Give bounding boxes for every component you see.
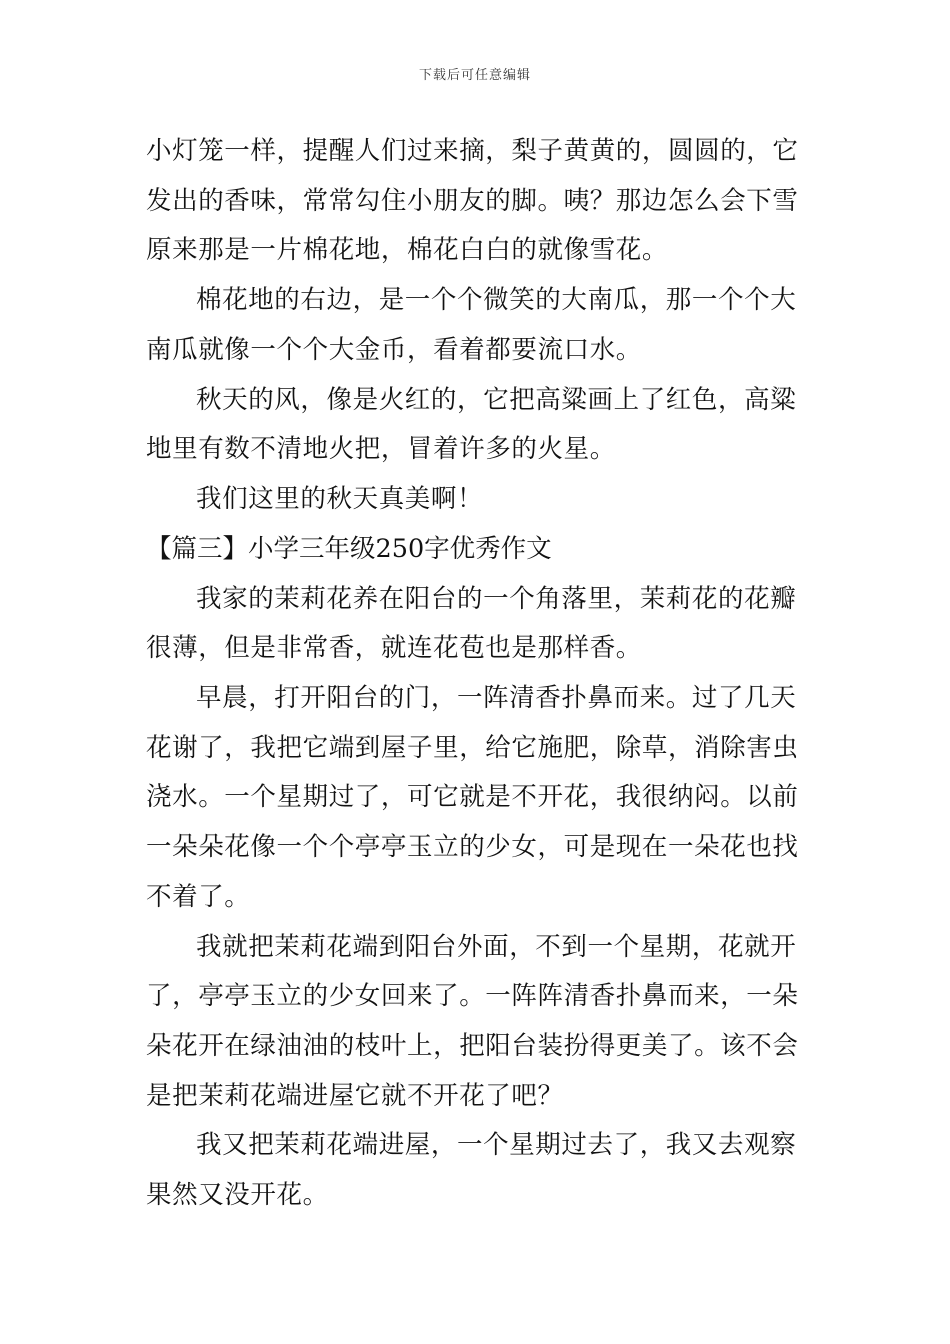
text-line: 果然又没开花。 [146, 1180, 329, 1210]
paragraph-start-line: 我家的茉莉花养在阳台的一个角落里，茉莉花的花瓣 [196, 584, 797, 614]
section-heading: 【篇三】小学三年级250字优秀作文 [146, 534, 552, 564]
text-line: 地里有数不清地火把，冒着许多的火星。 [146, 434, 616, 464]
text-line: 小灯笼一样，提醒人们过来摘，梨子黄黄的，圆圆的，它 [146, 136, 799, 166]
text-line: 朵花开在绿油油的枝叶上，把阳台装扮得更美了。该不会 [146, 1031, 799, 1061]
paragraph-start-line: 棉花地的右边，是一个个微笑的大南瓜，那一个个大 [196, 285, 797, 315]
paragraph-start-line: 我就把茉莉花端到阳台外面，不到一个星期，花就开 [196, 932, 797, 962]
text-line: 浇水。一个星期过了，可它就是不开花，我很纳闷。以前 [146, 782, 799, 812]
text-line: 发出的香味，常常勾住小朋友的脚。咦？那边怎么会下雪 [146, 186, 799, 216]
paragraph-start-line: 我又把茉莉花端进屋，一个星期过去了，我又去观察 [196, 1130, 797, 1160]
paragraph-start-line: 秋天的风，像是火红的，它把高粱画上了红色，高粱 [196, 385, 797, 415]
text-line: 不着了。 [146, 882, 251, 912]
page-header-note: 下载后可任意编辑 [418, 68, 531, 83]
text-line: 原来那是一片棉花地，棉花白白的就像雪花。 [146, 235, 669, 265]
text-line: 南瓜就像一个个大金币，看着都要流口水。 [146, 335, 642, 365]
paragraph-start-line: 早晨，打开阳台的门，一阵清香扑鼻而来。过了几天 [196, 683, 797, 713]
paragraph-start-line: 我们这里的秋天真美啊！ [196, 484, 484, 514]
text-line: 很薄，但是非常香，就连花苞也是那样香。 [146, 633, 642, 663]
text-line: 一朵朵花像一个个亭亭玉立的少女，可是现在一朵花也找 [146, 832, 799, 862]
text-line: 是把茉莉花端进屋它就不开花了吧？ [146, 1081, 564, 1111]
text-line: 了，亭亭玉立的少女回来了。一阵阵清香扑鼻而来，一朵 [146, 981, 799, 1011]
text-line: 花谢了，我把它端到屋子里，给它施肥，除草，消除害虫 [146, 733, 799, 763]
